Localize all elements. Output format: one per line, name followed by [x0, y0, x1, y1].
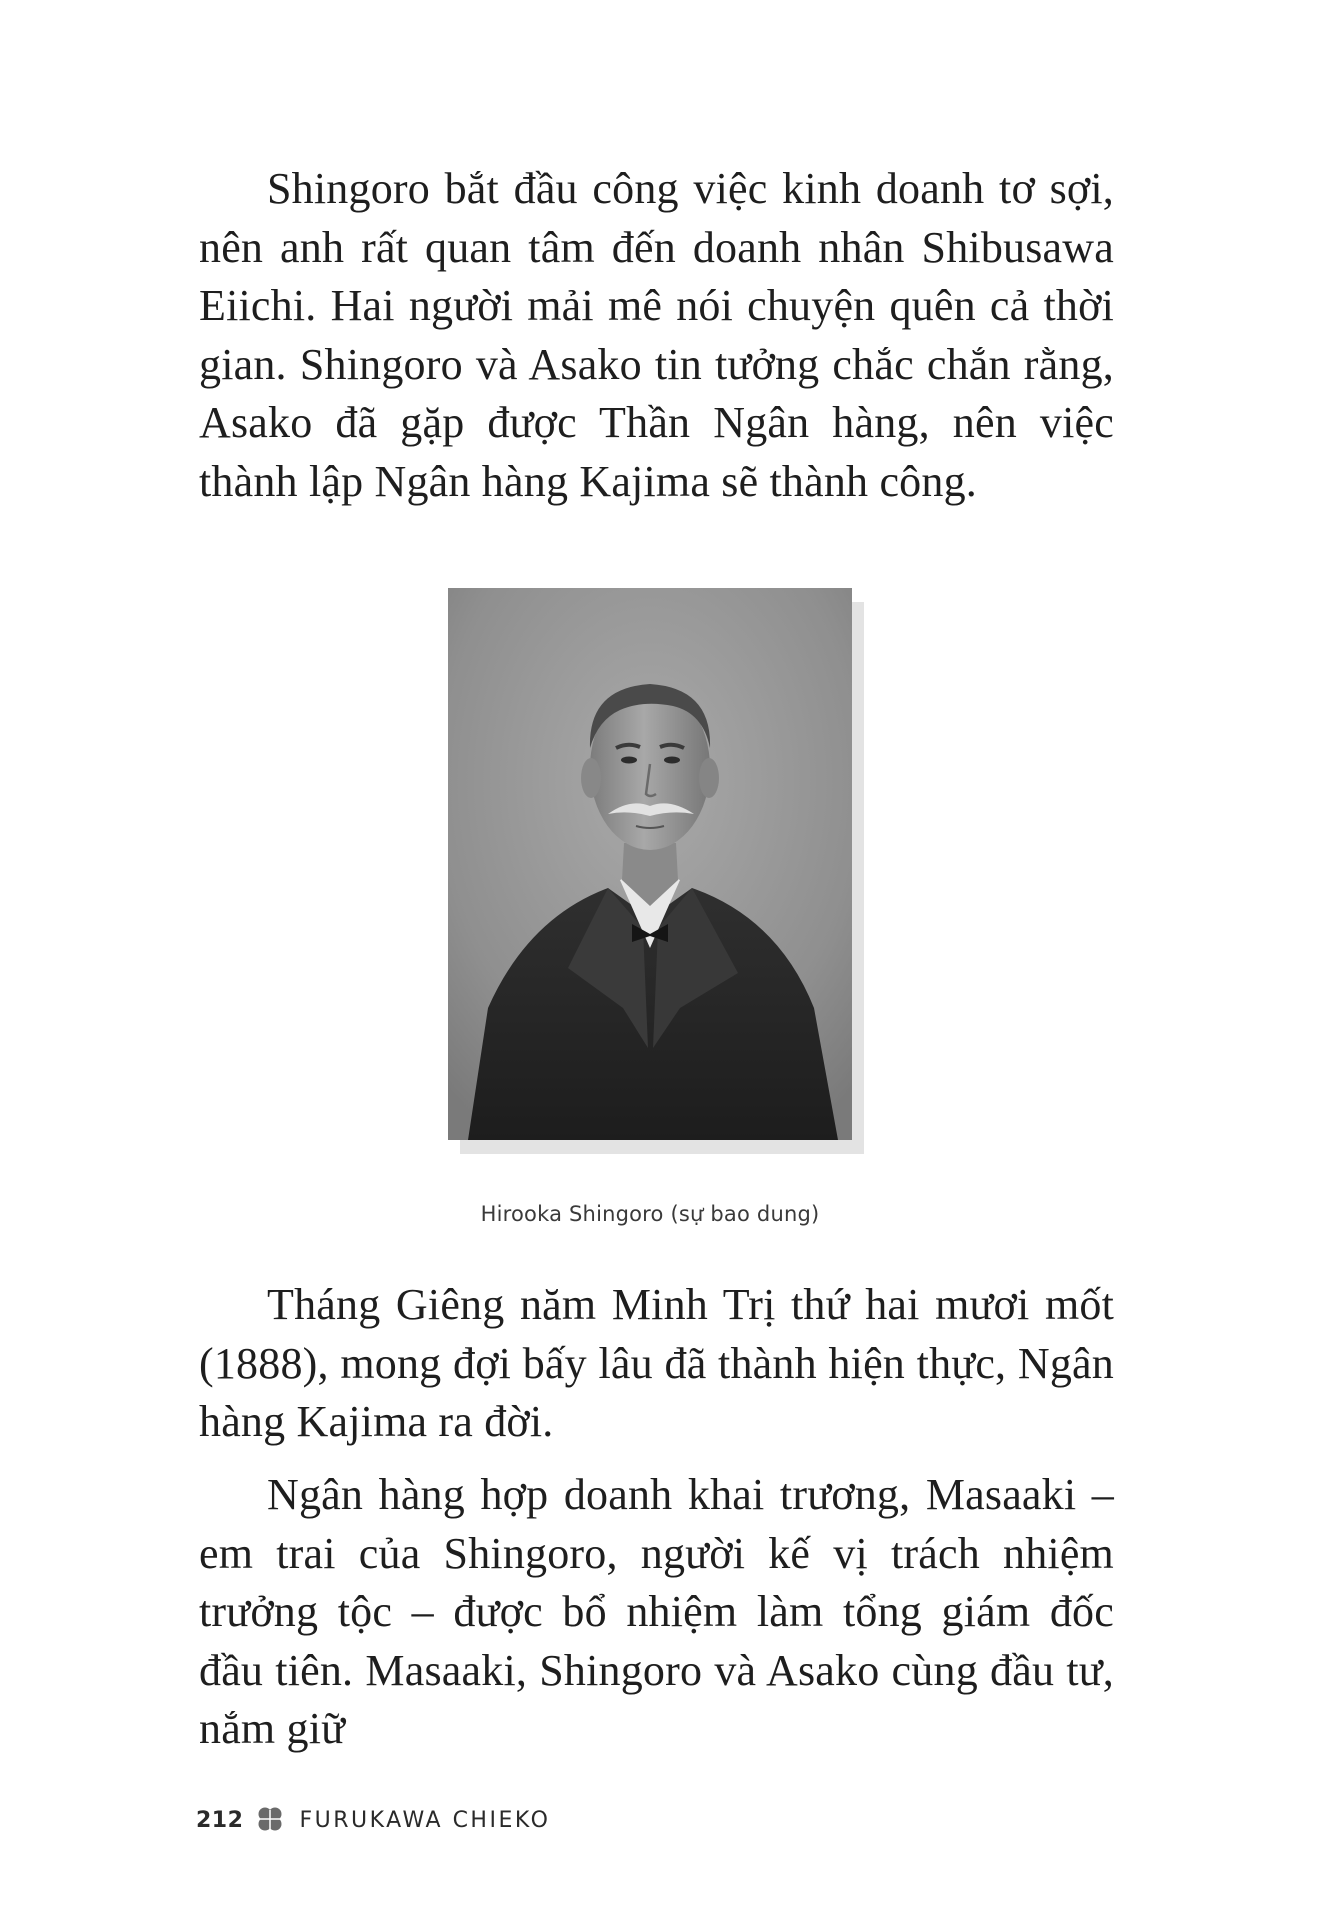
- clover-icon: [253, 1803, 287, 1837]
- author-name: FURUKAWA CHIEKO: [299, 1807, 551, 1833]
- paragraph-1: Shingoro bắt đầu công việc kinh doanh tơ sợi, nên anh rất quan tâm đến doanh nhân Shibusawa Eiichi. Hai người mải mê nói chuyện quên cả thời gian. Shingoro và Asako tin tưởng chắc chắn rằng, Asako đã gặp được Thần Ngân hàng, nên việc thành lập Ngân hàng Kajima sẽ thành công.: [199, 164, 1114, 506]
- paragraph-2: Tháng Giêng năm Minh Trị thứ hai mươi mốt (1888), mong đợi bấy lâu đã thành hiện thực, Ngân hàng Kajima ra đời.: [199, 1280, 1114, 1446]
- page-footer: [196, 1802, 550, 1838]
- portrait-photo: [448, 588, 852, 1140]
- page-number: 212: [196, 1807, 244, 1833]
- photo-caption: Hirooka Shingoro (sự bao dung): [480, 1202, 820, 1226]
- paragraph-3: Ngân hàng hợp doanh khai trương, Masaaki – em trai của Shingoro, người kế vị trách nhiệm trưởng tộc – được bổ nhiệm làm tổng giám đốc đầu tiên. Masaaki, Shingoro và Asako cùng đầu tư, nắm giữ: [199, 1470, 1114, 1753]
- portrait-image: [448, 588, 852, 1140]
